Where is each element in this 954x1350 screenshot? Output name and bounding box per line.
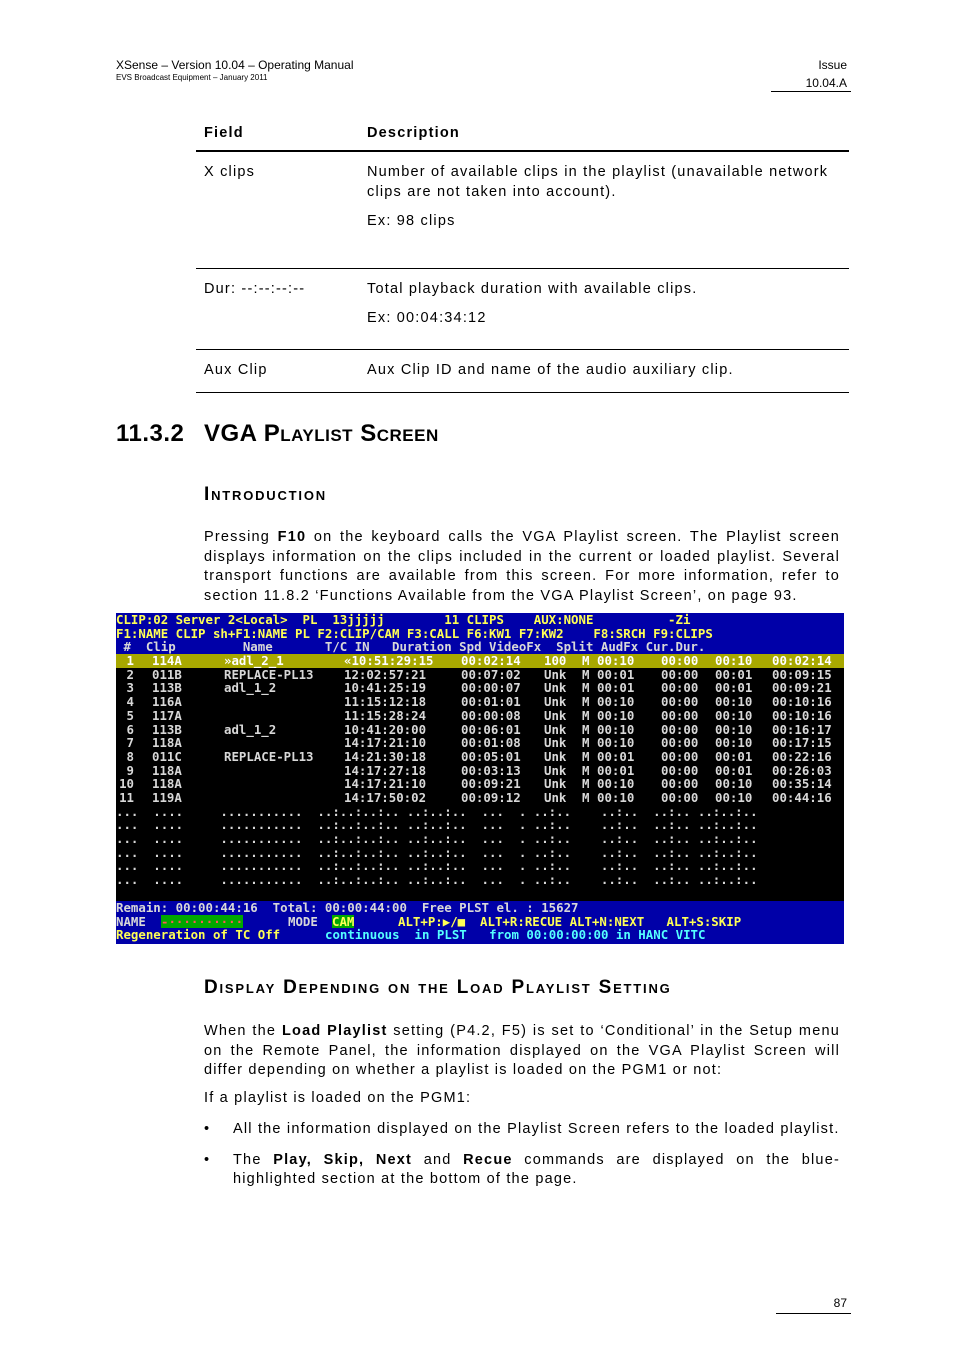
vga-cell: 100 [544, 653, 567, 669]
vga-cell: Unk [544, 707, 567, 723]
vga-cell: 00:10 [597, 789, 635, 805]
vga-cell: Unk [544, 735, 567, 751]
table-row[interactable] [116, 695, 844, 709]
vga-cell: 00:01 [715, 666, 753, 682]
vga-cell: 00:01:08 [461, 735, 521, 751]
vga-cell: 5 [126, 707, 134, 723]
display-key: Load Playlist [281, 1023, 388, 1039]
vga-cell: 00:10 [715, 776, 753, 792]
table-row[interactable] [116, 681, 844, 695]
column-header-description: Description [359, 117, 849, 151]
vga-cell: 10 [119, 776, 134, 792]
vga-cell: 118A [152, 776, 182, 792]
vga-cell: M [582, 707, 590, 723]
vga-cell: 00:00:08 [461, 707, 521, 723]
vga-cell: 14:21:30:18 [344, 748, 427, 764]
vga-cell: 00:01 [597, 666, 635, 682]
vga-cell: 00:16:17 [772, 721, 832, 737]
vga-cell: 4 [126, 694, 134, 710]
bullet-key-1: Play, Skip, Next [273, 1151, 413, 1168]
vga-cell: 00:17:15 [772, 735, 832, 751]
vga-cell: M [582, 762, 590, 778]
table-row [196, 349, 849, 392]
field-description-table [196, 117, 849, 393]
issue-label: Issue [818, 58, 847, 72]
description-text: Number of available clips in the playlist (unavailable network clips are not taken into account). [367, 164, 829, 200]
vga-cell: Unk [544, 721, 567, 737]
vga-cell: 11:15:12:18 [344, 694, 427, 710]
vga-cell: 00:10 [715, 694, 753, 710]
vga-mode-label: MODE [288, 913, 318, 929]
empty-row: ... .... ........... ..:..:..:.. ..:..:.. ... . ..:.. ..:.. ..:.. ..:..:.. [116, 872, 758, 888]
table-row[interactable] [116, 791, 844, 805]
vga-cell: 10:41:25:19 [344, 680, 427, 696]
vga-cell: 8 [126, 748, 134, 764]
table-row[interactable] [116, 668, 844, 682]
description-text: Total playback duration with available clips. [367, 280, 698, 297]
vga-clip-rows [116, 654, 844, 887]
vga-playlist-screenshot [116, 613, 844, 944]
vga-cell: M [582, 666, 590, 682]
description-text: Aux Clip ID and name of the audio auxiliary clip. [367, 361, 734, 378]
vga-cell: 00:10 [715, 721, 753, 737]
empty-row: ... .... ........... ..:..:..:.. ..:..:.. ... . ..:.. ..:.. ..:.. ..:..:.. [116, 817, 758, 833]
vga-cell: 118A [152, 762, 182, 778]
vga-cell: 00:00 [661, 735, 699, 751]
vga-cell: 00:01 [597, 762, 635, 778]
vga-cell: 7 [126, 735, 134, 751]
table-header-row [196, 117, 849, 151]
vga-cell: 00:00 [661, 789, 699, 805]
vga-cell: M [582, 680, 590, 696]
vga-cell: 00:01 [597, 748, 635, 764]
vga-cell: M [582, 735, 590, 751]
table-row[interactable] [116, 764, 844, 778]
section-number: 11.3.2 [116, 420, 185, 447]
vga-cell: M [582, 721, 590, 737]
table-row [196, 151, 849, 268]
vga-cell: 00:09:21 [461, 776, 521, 792]
vga-cell: 117A [152, 707, 182, 723]
vga-name-label: NAME [116, 913, 146, 929]
vga-cell: 00:09:12 [461, 789, 521, 805]
vga-cell: 119A [152, 789, 182, 805]
vga-cell: Unk [544, 666, 567, 682]
bullet-text-a: The [233, 1151, 274, 1168]
vga-cell: 00:35:14 [772, 776, 832, 792]
table-row[interactable] [116, 750, 844, 764]
vga-cell: 11:15:28:24 [344, 707, 427, 723]
empty-row: ... .... ........... ..:..:..:.. ..:..:.. ... . ..:.. ..:.. ..:.. ..:..:.. [116, 831, 758, 846]
vga-cell: 00:10 [715, 735, 753, 751]
vga-cell: 113B [152, 721, 182, 737]
vga-cell: 116A [152, 694, 182, 710]
empty-row: ... .... ........... ..:..:..:.. ..:..:.. ... . ..:.. ..:.. ..:.. ..:..:.. [116, 844, 758, 860]
vga-cell: 00:10:16 [772, 707, 832, 723]
vga-cell: 011B [152, 666, 182, 682]
vga-cell: Unk [544, 748, 567, 764]
vga-cell: 00:01:01 [461, 694, 521, 710]
vga-cell: 11 [119, 789, 134, 805]
description-example: Ex: 00:04:34:12 [367, 309, 487, 326]
introduction-paragraph [204, 528, 840, 606]
display-paragraph [204, 1022, 840, 1081]
vga-cell: 113B [152, 680, 182, 696]
bullet-text-b: and [412, 1151, 464, 1168]
vga-cell: adl_1_2 [224, 680, 277, 696]
vga-cell: 00:07:02 [461, 666, 521, 682]
vga-cell: 00:10 [597, 776, 635, 792]
empty-row: ... .... ........... ..:..:..:.. ..:..:.. ... . ..:.. ..:.. ..:.. ..:..:.. [116, 803, 758, 819]
vga-cell: 00:09:15 [772, 666, 832, 682]
vga-cell: 00:01 [597, 680, 635, 696]
vga-command-line [116, 915, 844, 929]
vga-cell: 00:44:16 [772, 789, 832, 805]
vga-cell: M [582, 653, 590, 669]
vga-cell: 00:26:03 [772, 762, 832, 778]
vga-cell: 10:41:20:00 [344, 721, 427, 737]
vga-cell: 00:06:01 [461, 721, 521, 737]
vga-cell: 3 [126, 680, 134, 696]
display-heading: Display Depending on the Load Playlist Setting [204, 977, 672, 998]
vga-cell: 00:00 [661, 762, 699, 778]
vga-cell: 6 [126, 721, 134, 737]
vga-regen-label: Regeneration of TC Off [116, 927, 281, 943]
column-header-field: Field [196, 117, 359, 151]
vga-cell: 00:10 [715, 707, 753, 723]
vga-mode-value: CAM [332, 913, 355, 929]
vga-cell: 00:10 [597, 653, 635, 669]
vga-cell: 00:10 [597, 694, 635, 710]
page-number: 87 [833, 1296, 847, 1310]
bullet-text-c: commands are displayed on the blue-highlighted section at the bottom of the page. [233, 1151, 840, 1187]
table-row[interactable] [116, 723, 844, 737]
bullet-key-2: Recue [463, 1151, 513, 1168]
vga-cell: Unk [544, 762, 567, 778]
field-cell: Dur: --:--:--:-- [196, 268, 359, 349]
vga-cell: Unk [544, 776, 567, 792]
vga-status-line: CLIP:02 Server 2<Local> PL 13jjjjj 11 CLIPS AUX:NONE -Zi [116, 613, 844, 627]
vga-cell: REPLACE-PL13 [224, 748, 314, 764]
bullet-list [204, 1120, 840, 1201]
vga-bottom-area [116, 901, 844, 944]
header-rule [771, 91, 851, 92]
vga-cell: 00:10 [715, 789, 753, 805]
section-title: VGA Playlist Screen [204, 420, 439, 447]
vga-cell: 00:00:07 [461, 680, 521, 696]
vga-commands: ALT+P:▶/■ ALT+R:RECUE ALT+N:NEXT ALT+S:SKIP [398, 913, 742, 929]
description-cell [359, 151, 849, 268]
display-text-a: When the [204, 1023, 282, 1039]
vga-cell: M [582, 789, 590, 805]
vga-cell: 00:00 [661, 748, 699, 764]
vga-cell: 118A [152, 735, 182, 751]
vga-cell: M [582, 694, 590, 710]
playlist-loaded-paragraph: If a playlist is loaded on the PGM1: [204, 1090, 472, 1106]
vga-function-keys-line: F1:NAME CLIP sh+F1:NAME PL F2:CLIP/CAM F3:CALL F6:KW1 F7:KW2 F8:SRCH F9:CLIPS [116, 627, 844, 641]
vga-cell: 14:17:27:18 [344, 762, 427, 778]
vga-cell: 00:00 [661, 694, 699, 710]
vga-cell: 1 [126, 653, 134, 669]
table-row[interactable] [116, 736, 844, 750]
empty-row: ... .... ........... ..:..:..:.. ..:..:.. ... . ..:.. ..:.. ..:.. ..:..:.. [116, 858, 758, 874]
vga-cell: REPLACE-PL13 [224, 666, 314, 682]
vga-remain-line: Remain: 00:00:44:16 Total: 00:00:44:00 Free PLST el. : 15627 [116, 900, 579, 915]
vga-cell: »adl_2_1 [224, 653, 284, 669]
field-cell: X clips [196, 151, 359, 268]
vga-cell: «10:51:29:15 [344, 653, 434, 669]
list-item: • All the information displayed on the Playlist Screen refers to the loaded playlist. [204, 1120, 840, 1140]
vga-cell: 14:17:50:02 [344, 789, 427, 805]
field-cell: Aux Clip [196, 349, 359, 392]
introduction-heading: Introduction [204, 484, 327, 505]
vga-cell: 2 [126, 666, 134, 682]
vga-cell: Unk [544, 694, 567, 710]
vga-regeneration-line [116, 928, 844, 942]
vga-cell: 00:10 [597, 707, 635, 723]
vga-cell: M [582, 748, 590, 764]
vga-cell: Unk [544, 680, 567, 696]
intro-key: F10 [277, 529, 307, 545]
table-row[interactable] [116, 777, 844, 791]
vga-cell: 14:17:21:10 [344, 735, 427, 751]
vga-cell: 00:10:16 [772, 694, 832, 710]
vga-cell: 00:02:14 [772, 653, 832, 669]
footer-rule [776, 1313, 851, 1314]
vga-cell: 00:00 [661, 653, 699, 669]
vga-cell: 00:22:16 [772, 748, 832, 764]
vga-cell: 011C [152, 748, 182, 764]
vga-cell: 00:00 [661, 707, 699, 723]
vga-cell: 00:01 [715, 680, 753, 696]
vga-cell: 00:03:13 [461, 762, 521, 778]
description-cell [359, 349, 849, 392]
vga-name-field: -·········· [161, 913, 244, 929]
vga-cell: 14:17:21:10 [344, 776, 427, 792]
vga-column-headers: # Clip Name T/C IN Duration Spd VideoFx Split AudFx Cur.Dur. [116, 640, 844, 654]
table-row [196, 268, 849, 349]
intro-text-a: Pressing [204, 529, 278, 545]
description-cell [359, 268, 849, 349]
section-heading [116, 420, 439, 448]
vga-cell: 9 [126, 762, 134, 778]
vga-cell: 00:10 [715, 653, 753, 669]
vga-cell: 114A [152, 653, 182, 669]
vga-cell: 00:05:01 [461, 748, 521, 764]
vga-cell: 00:01 [715, 748, 753, 764]
manual-title: XSense – Version 10.04 – Operating Manual [116, 58, 354, 72]
vga-cell: 00:01 [715, 762, 753, 778]
vga-cell: 00:09:21 [772, 680, 832, 696]
vga-cell: 00:02:14 [461, 653, 521, 669]
display-text-b: setting (P4.2, F5) is set to ‘Conditional’ in the Setup menu on the Remote Panel, the information displayed on the VGA Playlist Screen will differ depending on whether a playlist is loaded on the PGM1 or not: [204, 1023, 840, 1078]
table-row[interactable] [116, 654, 844, 668]
manual-subtitle: EVS Broadcast Equipment – January 2011 [116, 73, 268, 82]
vga-cell: 12:02:57:21 [344, 666, 427, 682]
vga-cell: 00:00 [661, 776, 699, 792]
vga-regen-detail: continuous in PLST from 00:00:00:00 in HANC VITC [325, 927, 706, 943]
description-example: Ex: 98 clips [367, 213, 456, 229]
vga-cell: adl_1_2 [224, 721, 277, 737]
vga-cell: 00:00 [661, 721, 699, 737]
issue-value: 10.04.A [805, 76, 847, 90]
table-row[interactable] [116, 709, 844, 723]
vga-cell: 00:00 [661, 666, 699, 682]
intro-text-b: on the keyboard calls the VGA Playlist screen. The Playlist screen displays information on the clips included in the current or loaded playlist. Several transport functions are available from this screen. For more information, refer to section 11.8.2 ‘Functions Available from the VGA Playlist Screen’, on page 93. [204, 529, 840, 604]
vga-cell: 00:10 [597, 735, 635, 751]
list-item [204, 1151, 840, 1190]
vga-cell: 00:00 [661, 680, 699, 696]
vga-cell: Unk [544, 789, 567, 805]
vga-cell: M [582, 776, 590, 792]
vga-cell: 00:10 [597, 721, 635, 737]
